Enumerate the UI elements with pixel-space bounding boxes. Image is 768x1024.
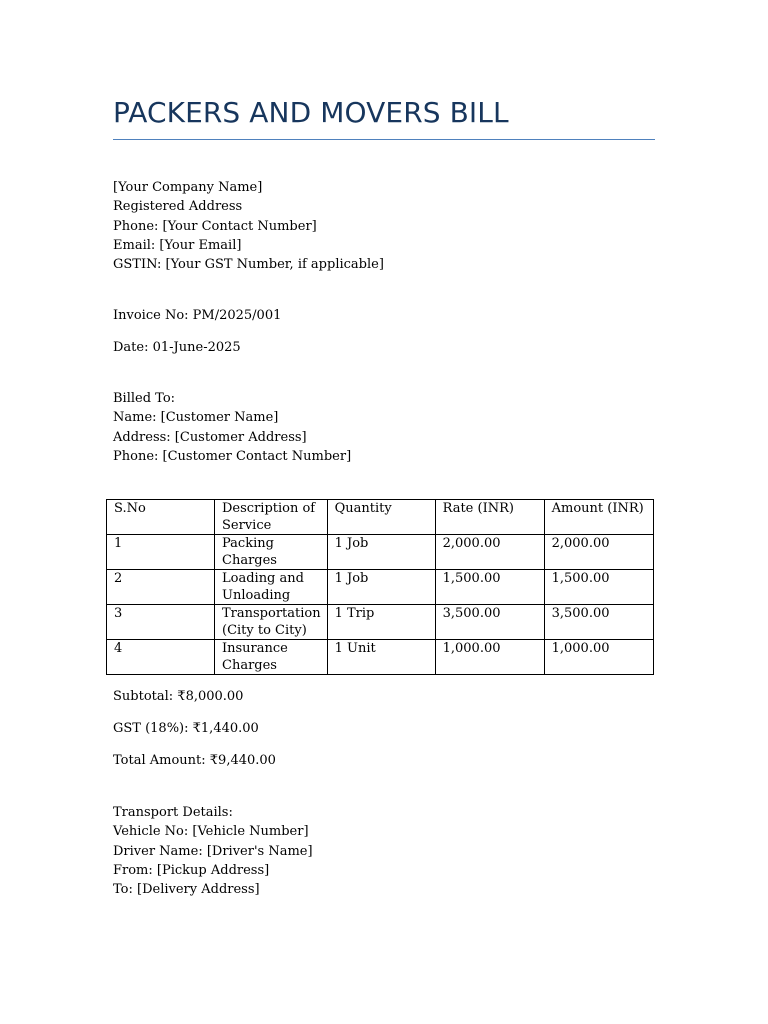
cell-quantity: 1 Job xyxy=(327,570,435,605)
cell-amount: 2,000.00 xyxy=(544,535,653,570)
billed-to-heading: Billed To: xyxy=(113,391,176,406)
cell-amount: 1,500.00 xyxy=(544,570,653,605)
vehicle-number: Vehicle No: [Vehicle Number] xyxy=(113,824,309,840)
delivery-address: To: [Delivery Address] xyxy=(113,882,260,898)
transport-heading: Transport Details: xyxy=(113,805,233,820)
table-row xyxy=(107,640,654,675)
driver-name: Driver Name: [Driver's Name] xyxy=(113,843,313,859)
gst-amount: GST (18%): ₹1,440.00 xyxy=(113,721,259,736)
cell-description: Loading and Unloading xyxy=(215,570,328,605)
customer-name: Name: [Customer Name] xyxy=(113,410,279,426)
table-row xyxy=(107,535,654,570)
cell-rate: 2,000.00 xyxy=(435,535,544,570)
table-header-row xyxy=(107,500,654,535)
customer-phone: Phone: [Customer Contact Number] xyxy=(113,448,352,464)
cell-quantity: 1 Job xyxy=(327,535,435,570)
header-amount: Amount (INR) xyxy=(544,500,653,535)
cell-rate: 3,500.00 xyxy=(435,605,544,640)
services-table xyxy=(106,499,654,675)
cell-sno: 3 xyxy=(107,605,215,640)
billed-to-details xyxy=(113,389,351,466)
cell-description: Insurance Charges xyxy=(215,640,328,675)
company-gstin: GSTIN: [Your GST Number, if applicable] xyxy=(113,257,384,273)
transport-details xyxy=(113,803,313,899)
pickup-address: From: [Pickup Address] xyxy=(113,862,270,878)
company-phone: Phone: [Your Contact Number] xyxy=(113,218,317,234)
cell-amount: 3,500.00 xyxy=(544,605,653,640)
table-row xyxy=(107,605,654,640)
cell-rate: 1,000.00 xyxy=(435,640,544,675)
header-quantity: Quantity xyxy=(327,500,435,535)
cell-quantity: 1 Unit xyxy=(327,640,435,675)
company-address: Registered Address xyxy=(113,199,243,215)
invoice-date: Date: 01-June-2025 xyxy=(113,340,241,355)
company-email: Email: [Your Email] xyxy=(113,237,242,253)
cell-description: Packing Charges xyxy=(215,535,328,570)
page-title: PACKERS AND MOVERS BILL xyxy=(113,96,509,129)
cell-rate: 1,500.00 xyxy=(435,570,544,605)
cell-sno: 4 xyxy=(107,640,215,675)
cell-quantity: 1 Trip xyxy=(327,605,435,640)
cell-description: Transportation (City to City) xyxy=(215,605,328,640)
header-description: Description of Service xyxy=(215,500,328,535)
header-rate: Rate (INR) xyxy=(435,500,544,535)
cell-sno: 1 xyxy=(107,535,215,570)
title-underline xyxy=(113,139,655,140)
header-sno: S.No xyxy=(107,500,215,535)
table-row xyxy=(107,570,654,605)
company-details xyxy=(113,178,384,274)
subtotal: Subtotal: ₹8,000.00 xyxy=(113,689,244,704)
customer-address: Address: [Customer Address] xyxy=(113,429,307,445)
cell-amount: 1,000.00 xyxy=(544,640,653,675)
cell-sno: 2 xyxy=(107,570,215,605)
total-amount: Total Amount: ₹9,440.00 xyxy=(113,753,276,768)
invoice-number: Invoice No: PM/2025/001 xyxy=(113,308,282,323)
company-name: [Your Company Name] xyxy=(113,180,263,195)
